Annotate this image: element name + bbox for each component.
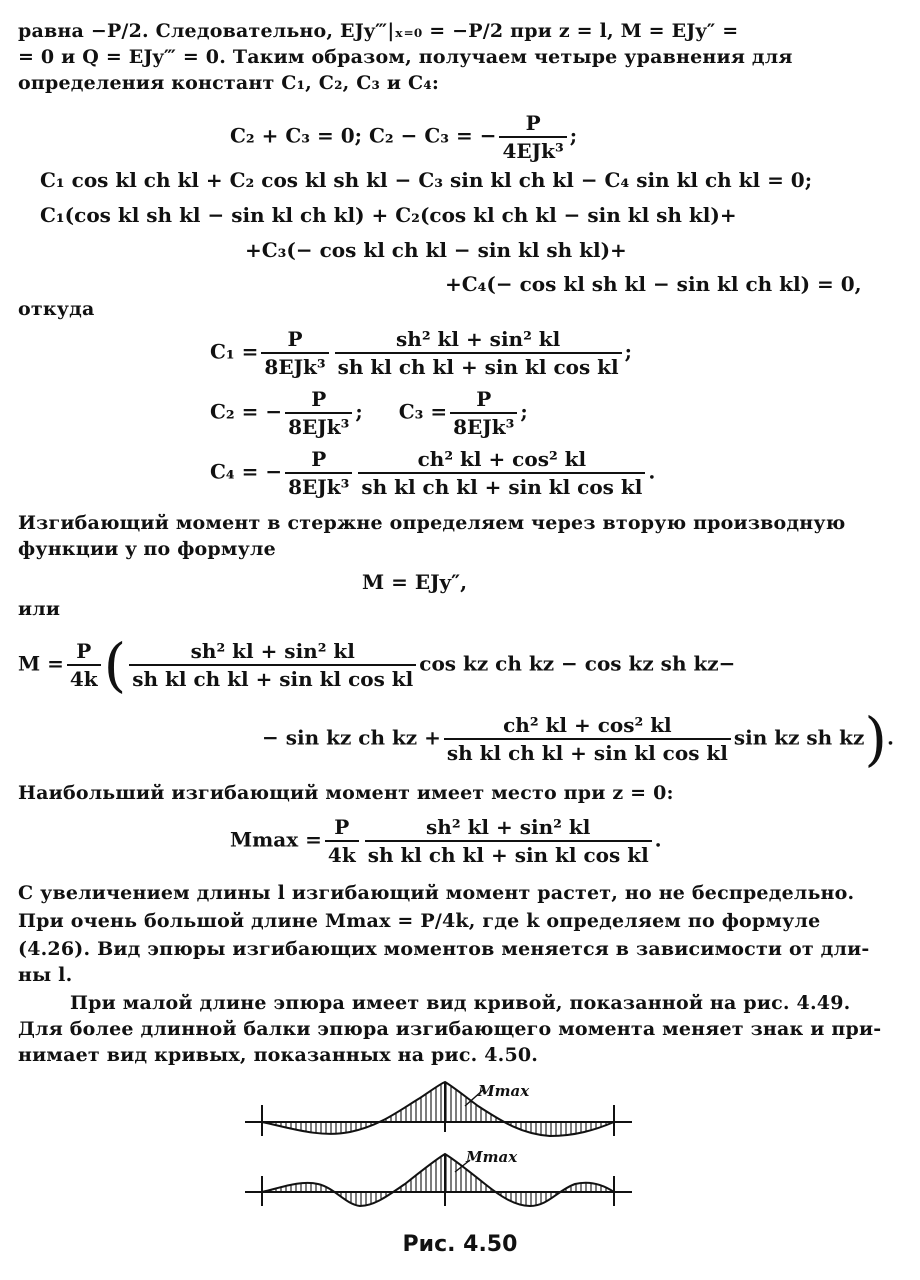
equation-3c: +C₄(− cos kl sh kl − sin kl ch kl) = 0, — [445, 272, 862, 296]
text-line: = 0 и Q = EJy‴ = 0. Таким образом, получаем четыре уравнения для — [18, 46, 793, 68]
text-line: ны l. — [18, 964, 73, 986]
text-line: функции y по формуле — [18, 538, 276, 560]
text-line: Для более длинной балки эпюра изгибающего момента меняет знак и при- — [18, 1018, 882, 1040]
label-mmax-top: Mmax — [478, 1082, 530, 1100]
equation-m-line2: − sin kz ch kz + $\frac{\text{ch² kl + cos² kl}}{\text{sh kl ch kl + sin kl cos kl}}$ sin kz sh kz). — [262, 705, 895, 773]
text-line: Наибольший изгибающий момент имеет место при z = 0: — [18, 782, 674, 804]
text-line: При малой длине эпюра имеет вид кривой, показанной на рис. 4.49. — [70, 992, 851, 1014]
equation-m-def: M = EJy″, — [362, 570, 468, 594]
moment-curve-bottom — [262, 1154, 614, 1206]
text-line: С увеличением длины l изгибающий момент растет, но не беспредельно. — [18, 882, 855, 904]
text-line: или — [18, 598, 61, 620]
moment-curve-top — [262, 1082, 614, 1136]
equation-c2-c3: C₂ + C₃ = 0; C₂ − C₃ = − $\frac{P}{\text{4EJk³}}$ ; — [230, 111, 578, 163]
equation-3b: +C₃(− cos kl ch kl − sin kl sh kl)+ — [245, 238, 627, 262]
text-line: откуда — [18, 298, 95, 320]
text-line: (4.26). Вид эпюры изгибающих моментов меняется в зависимости от дли- — [18, 938, 870, 960]
text-line: равна −P/2. Следовательно, EJy‴|ₓ₌₀ = −P/2 при z = l, M = EJy″ = — [18, 20, 739, 42]
moment-diagram — [0, 1080, 920, 1210]
equation-c2-c3-values: C₂ = − $\frac{P}{\text{8EJk³}}$ ; C₃ = $\frac{P}{\text{8EJk³}}$ ; — [210, 387, 528, 439]
equation-3a: C₁(cos kl sh kl − sin kl ch kl) + C₂(cos kl ch kl − sin kl sh kl)+ — [40, 203, 737, 227]
label-mmax-bottom: Mmax — [466, 1148, 518, 1166]
figure-caption: Рис. 4.50 — [402, 1232, 518, 1257]
text-line: определения констант C₁, C₂, C₃ и C₄: — [18, 72, 440, 94]
text-line: нимает вид кривых, показанных на рис. 4.50. — [18, 1044, 539, 1066]
equation-m-line1: M = $\frac{P}{4k}$ ( $\frac{\text{sh² kl + sin² kl}}{\text{sh kl ch kl + sin kl cos kl}}$ cos kz ch kz − cos kz sh kz− — [18, 631, 736, 699]
equation-c4: C₄ = − $\frac{P}{\text{8EJk³}}$ $\frac{\text{ch² kl + cos² kl}}{\text{sh kl ch kl + sin kl cos kl}}$ . — [210, 447, 656, 499]
text-line: При очень большой длине Mmax = P/4k, где k определяем по формуле — [18, 910, 821, 932]
equation-2: C₁ cos kl ch kl + C₂ cos kl sh kl − C₃ sin kl ch kl − C₄ sin kl ch kl = 0; — [40, 168, 813, 192]
equation-c1: C₁ = $\frac{P}{\text{8EJk³}}$ $\frac{\text{sh² kl + sin² kl}}{\text{sh kl ch kl + sin kl cos kl}}$ ; — [210, 327, 633, 379]
text-line: Изгибающий момент в стержне определяем через вторую производную — [18, 512, 846, 534]
equation-mmax: Mmax = $\frac{P}{4k}$ $\frac{\text{sh² kl + sin² kl}}{\text{sh kl ch kl + sin kl cos kl}}$ . — [230, 815, 662, 867]
